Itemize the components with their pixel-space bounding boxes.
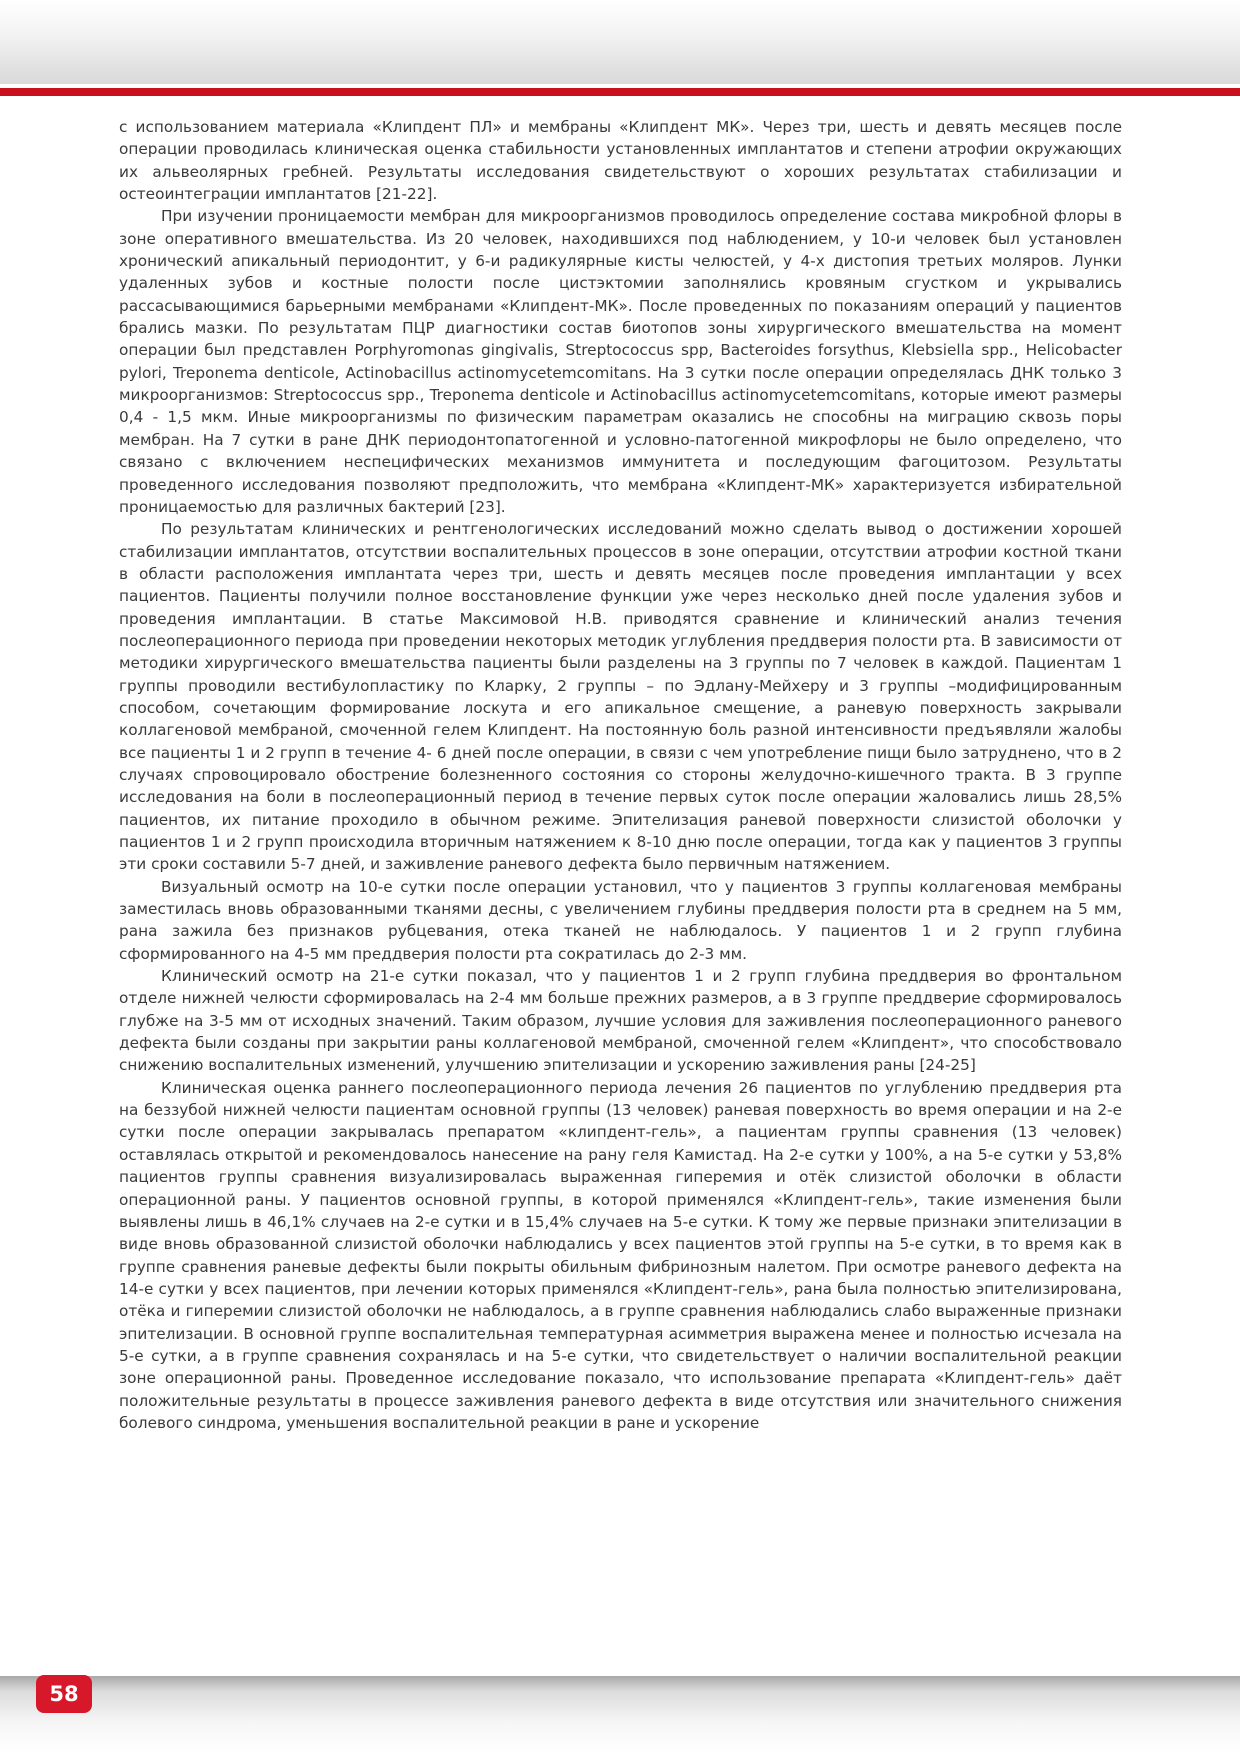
paragraph: Визуальный осмотр на 10-е сутки после операции установил, что у пациентов 3 группы коллагеновая мембраны заместилась вновь образованными тканями десны, с увеличением глубины преддверия полости рта в среднем на 5 мм, рана зажила без признаков рубцевания, отека тканей не наблюдалось. У пациентов 1 и 2 групп глубина сформированного на 4-5 мм преддверия полости рта сократилась до 2-3 мм. — [119, 877, 1122, 963]
header-band — [0, 0, 1240, 84]
header-red-rule — [0, 88, 1240, 96]
article-body — [119, 116, 1122, 1434]
paragraph: При изучении проницаемости мембран для микроорганизмов проводилось определение состава микробной флоры в зоне оперативного вмешательства. Из 20 человек, находившихся под наблюдением, у 10-и человек был установлен хронический апикальный периодонтит, у 6-и радикулярные кисты челюстей, у 4-х дистопия третьих моляров. Лунки удаленных зубов и костные полости после цистэктомии заполнялись кровяным сгустком и укрывались рассасывающимися барьерными мембранами «Клипдент-МК». После проведенных по показаниям операций у пациентов брались мазки. По результатам ПЦР диагностики состав биотопов зоны хирургического вмешательства на момент операции был представлен Porphyromonas gingivalis, Streptococcus spp, Bacteroides forsythus, Klebsiella spp., Helicobacter pylori, Treponema denticole, Actinobacillus actinomycetemcomitans. На 3 сутки после операции определялась ДНК только 3 микроорганизмов: Streptococcus spp., Treponema denticole и Actinobacillus actinomycetemcomitans, которые имеют размеры 0,4 - 1,5 мкм. Иные микроорганизмы по физическим параметрам оказались не способны на миграцию сквозь поры мембран. На 7 сутки в ране ДНК периодонтопатогенной и условно-патогенной микрофлоры не было определено, что связано с включением неспецифических механизмов иммунитета и последующим фагоцитозом. Результаты проведенного исследования позволяют предположить, что мембрана «Клипдент-МК» характеризуется избирательной проницаемостью для различных бактерий [23]. — [119, 207, 1122, 516]
paragraph: Клиническая оценка раннего послеоперационного периода лечения 26 пациентов по углублению преддверия рта на беззубой нижней челюсти пациентам основной группы (13 человек) раневая поверхность во время операции и на 2-е сутки после операции закрывалась препаратом «клипдент-гель», а пациентам группы сравнения (13 человек) оставлялась открытой и рекомендовалось нанесение на рану геля Камистад. На 2-е сутки у 100%, а на 5-е сутки у 53,8% пациентов группы сравнения визуализировалась выраженная гиперемия и отёк слизистой оболочки в области операционной раны. У пациентов основной группы, в которой применялся «Клипдент-гель», такие изменения были выявлены лишь в 46,1% случаев на 2-е сутки и в 15,4% случаев на 5-е сутки. К тому же первые признаки эпителизации в виде вновь образованной слизистой оболочки наблюдались у всех пациентов этой группы на 5-е сутки, в то время как в группе сравнения раневые дефекты были покрыты обильным фибринозным налетом. При осмотре раневого дефекта на 14-е сутки у всех пациентов, при лечении которых применялся «Клипдент-гель», рана была полностью эпителизирована, отёка и гиперемии слизистой оболочки не наблюдалось, а в группе сравнения наблюдались слабо выраженные признаки эпителизации. В основной группе воспалительная температурная асимметрия выражена менее и полностью исчезала на 5-е сутки, а в группе сравнения сохранялась и на 5-е сутки, что свидетельствует о наличии воспалительной реакции зоне операционной раны. Проведенное исследование показало, что использование препарата «Клипдент-гель» даёт положительные результаты в процессе заживления раневого дефекта в виде отсутствия или значительного снижения болевого синдрома, уменьшения воспалительной реакции в ране и ускорение — [119, 1078, 1122, 1432]
page-number: 58 — [36, 1675, 92, 1713]
paragraph: Клинический осмотр на 21-е сутки показал, что у пациентов 1 и 2 групп глубина преддверия во фронтальном отделе нижней челюсти сформировалась на 2-4 мм больше прежних размеров, а в 3 группе преддверие сформировалось глубже на 3-5 мм от исходных значений. Таким образом, лучшие условия для заживления послеоперационного раневого дефекта были созданы при закрытии раны коллагеновой мембраной, смоченной гелем «Клипдент», что способствовало снижению воспалительных изменений, улучшению эпителизации и ускорению заживления раны [24-25] — [119, 967, 1122, 1075]
paragraph: с использованием материала «Клипдент ПЛ» и мембраны «Клипдент МК». Через три, шесть и девять месяцев после операции проводилась клиническая оценка стабильности установленных имплантатов и степени атрофии окружающих их альвеолярных гребней. Результаты исследования свидетельствуют о хороших результатах стабилизации и остеоинтеграции имплантатов [21-22]. — [119, 118, 1122, 204]
paragraph: По результатам клинических и рентгенологических исследований можно сделать вывод о достижении хорошей стабилизации имплантатов, отсутствии воспалительных процессов в зоне операции, отсутствии атрофии костной ткани в области расположения имплантата через три, шесть и девять месяцев после проведения имплантации у всех пациентов. Пациенты получили полное восстановление функции уже через несколько дней после удаления зубов и проведения имплантации. В статье Максимовой Н.В. приводятся сравнение и клинический анализ течения послеоперационного периода при проведении некоторых методик углубления преддверия полости рта. В зависимости от методики хирургического вмешательства пациенты были разделены на 3 группы по 7 человек в каждой. Пациентам 1 группы проводили вестибулопластику по Кларку, 2 группы – по Эдлану-Мейхеру и 3 группы –модифицированным способом, сочетающим формирование лоскута и его апикальное смещение, а раневую поверхность закрывали коллагеновой мембраной, смоченной гелем Клипдент. На постоянную боль разной интенсивности предъявляли жалобы все пациенты 1 и 2 групп в течение 4- 6 дней после операции, в связи с чем употребление пищи было затруднено, что в 2 случаях спровоцировало обострение болезненного состояния со стороны желудочно-кишечного тракта. В 3 группе исследования на боли в послеоперационный период в течение первых суток после операции жаловались лишь 28,5% пациентов, их питание проходило в обычном режиме. Эпителизация раневой поверхности слизистой оболочки у пациентов 1 и 2 групп происходила вторичным натяжением к 8-10 дню после операции, тогда как у пациентов 3 группы эти сроки составили 5-7 дней, и заживление раневого дефекта было первичным натяжением. — [119, 520, 1122, 874]
footer-band — [0, 1676, 1240, 1754]
